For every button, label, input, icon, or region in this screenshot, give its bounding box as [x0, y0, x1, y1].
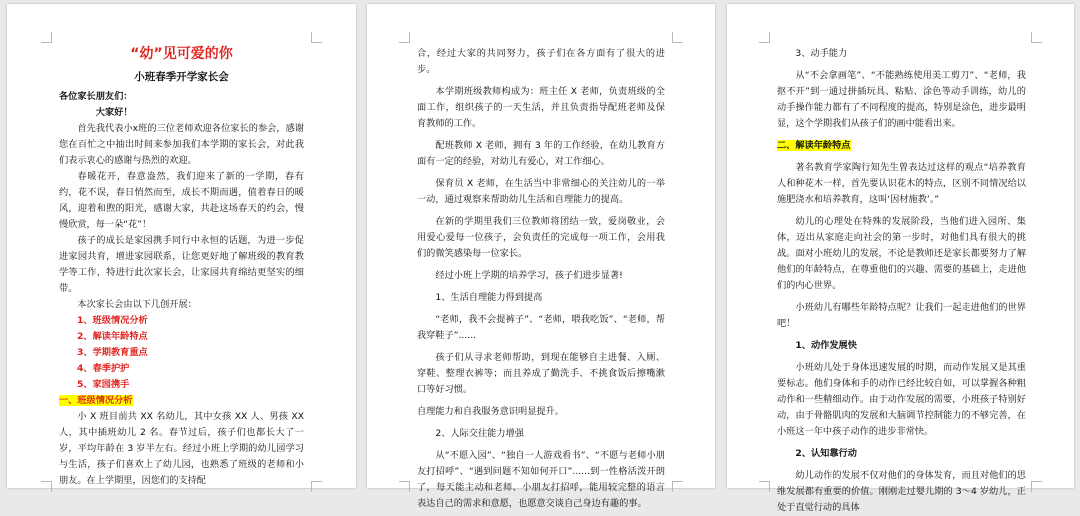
document-page-1 [7, 4, 356, 488]
page-corner-mark [41, 481, 52, 492]
section-heading: 一、班级情况分析 [59, 395, 133, 406]
paragraph: 经过小班上学期的培养学习，孩子们进步显著! [435, 270, 623, 281]
paragraph: 在新的学期里我们三位教师将团结一致，爱岗敬业，会用爱心爱每一位孩子，会负责任的完成每一项工作，会用我们的微笑感染每一位家长。 [417, 216, 665, 259]
page-corner-mark [399, 481, 410, 492]
page-corner-mark [41, 32, 52, 43]
page-corner-mark [759, 32, 770, 43]
paragraph: 孩子们从寻求老师帮助，到现在能够自主进餐、入厕、穿鞋、整理衣裤等；而且养成了勤洗手、不挑食饭后擦嘴漱口等好习惯。 [417, 352, 665, 395]
agenda-item: 3、学期教育重点 [77, 347, 148, 358]
page-body[interactable] [417, 46, 665, 509]
agenda-item: 1、班级情况分析 [77, 315, 148, 326]
document-page-3 [727, 4, 1074, 513]
list-heading: 2、人际交往能力增强 [435, 428, 524, 439]
sub-heading: 1、动作发展快 [795, 340, 857, 351]
page-corner-mark [759, 481, 770, 492]
page-corner-mark [672, 481, 683, 492]
section-heading: 二、解读年龄特点 [777, 140, 851, 151]
list-heading: 1、生活自理能力得到提高 [435, 292, 543, 303]
paragraph: 配班教师 X 老师，拥有 3 年的工作经验，在幼儿教育方面有一定的经验，对幼儿有爱心，对工作细心。 [417, 140, 665, 167]
paragraph: 幼儿动作的发展不仅对他们的身体发育，而且对他们的思维发展都有重要的价值。刚刚走过婴儿期的 3～4 岁幼儿，正处于直觉行动的具体 [777, 470, 1026, 513]
paragraph: 小班幼儿有哪些年龄特点呢？让我们一起走进他们的世界吧！ [777, 302, 1026, 329]
paragraph: 孩子的成长是家园携手同行中永恒的话题，为进一步促进家园共育，增进家园联系，让您更好地了解班级的教育教学等工作，特进行此次家长会，让家园共育绵结更坚实的细带。 [59, 235, 304, 294]
sub-heading: 2、认知靠行动 [795, 448, 857, 459]
paragraph: 首先我代表小x班的三位老师欢迎各位家长的参会，感谢您在百忙之中抽出时间来参加我们本学期的家长会，对此我们表示衷心的感谢与热烈的欢迎。 [59, 123, 304, 166]
page-corner-mark [1031, 481, 1042, 492]
paragraph: 本学期班级教师构成为：班主任 X 老师，负责班级的全面工作，组织孩子的一天生活，并且负责指导配班老师及保育教师的工作。 [417, 86, 665, 129]
page-corner-mark [672, 32, 683, 43]
agenda-item: 4、春季护护 [77, 363, 130, 374]
document-title: “幼”见可爱的你 [130, 46, 233, 62]
paragraph: 从“不愿入园”、“独自一人游戏看书”、“不愿与老师小朋友打招呼”、“遇到问题不知如何开口”......到一性格活泼开朗了，每天能主动和老师、小朋友打招呼，能用较完整的语言表达自己的需求和意愿，也愿意交谈自己身边有趣的事。 [417, 450, 665, 509]
paragraph: 春暖花开，春意盎然，我们迎来了新的一学期，春有约，花不误，春日悄然而至，成长不期而遇，值着春日的暖风，迎着和煦的阳光，感谢大家，共赴这场春天的约会，慢慢欣赏，每一朵“花”！ [59, 171, 304, 230]
greeting-line: 各位家长朋友们： [59, 91, 133, 102]
page-corner-mark [311, 32, 322, 43]
paragraph: 小 X 班目前共 XX 名幼儿，其中女孩 XX 人、男孩 XX 人，其中插班幼儿 2 名。春节过后，孩子们也都长大了一岁，平均年龄在 3 岁半左右。经过小班上学期的幼儿园学习与生活，孩子们喜欢上了幼儿园，也熟悉了班级的老师和小朋友。在上学期里，因您们的支持配 [59, 411, 304, 486]
paragraph: 合，经过大家的共同努力，孩子们在各方面有了很大的进步。 [417, 48, 665, 75]
paragraph: 著名教育学家陶行知先生曾表达过这样的观点“培养教育人和种花木一样，首先要认识花木的特点，区别不同情况给以施肥浇水和培养教育，这叫‘因材施教’。” [777, 162, 1026, 205]
document-page-2 [367, 4, 715, 509]
agenda-item: 2、解读年龄特点 [77, 331, 148, 342]
page-corner-mark [311, 481, 322, 492]
page-corner-mark [1031, 32, 1042, 43]
greeting-line: 大家好！ [95, 107, 133, 118]
page-body[interactable] [59, 44, 304, 488]
page-body[interactable] [777, 46, 1026, 513]
paragraph: 幼儿的心理处在特殊的发展阶段，当他们进入园所、集体，迈出从家庭走向社会的第一步时，对他们具有很大的挑战。面对小班幼儿的发展，不论是教师还是家长都要努力了解他们的年龄特点，在尊重他们的兴趣、需要的基础上，走进他们的内心世界。 [777, 216, 1026, 291]
paragraph: 从“不会拿画笔”、“不能熟练使用美工剪刀”、“老师，我抠不开”到一通过拼插玩具、粘贴、涂色等动手训练，幼儿的动手操作能力都有了不同程度的提高，特别是涂色，进步最明显，这个学期我们从孩子们的画中能看出来。 [777, 70, 1026, 129]
document-subtitle: 小班春季开学家长会 [134, 71, 229, 83]
paragraph: “老师，我不会提裤子”、“老师，喂我吃饭”、“老师，帮我穿鞋子”...... [417, 314, 665, 341]
list-heading: 3、动手能力 [795, 48, 848, 59]
paragraph: 小班幼儿处于身体迅速发展的时期，而动作发展又是其重要标志。他们身体和手的动作已经比较自如，可以掌握各种粗动作和一些精细动作。由于动作发展的需要，小班孩子特别好动，由于骨骼肌肉的发展和大脑调节控制能力的不够完善，在小班这一年中孩子动作的进步非常快。 [777, 362, 1026, 437]
paragraph: 自理能力和自我服务意识明显提升。 [417, 406, 564, 417]
paragraph: 保育员 X 老师，在生活当中非常细心的关注幼儿的一举一动，通过观察来帮助幼儿生活和自理能力的提高。 [417, 178, 665, 205]
page-corner-mark [399, 32, 410, 43]
agenda-item: 5、家园携手 [77, 379, 130, 390]
paragraph: 本次家长会由以下几创开展： [77, 299, 197, 310]
